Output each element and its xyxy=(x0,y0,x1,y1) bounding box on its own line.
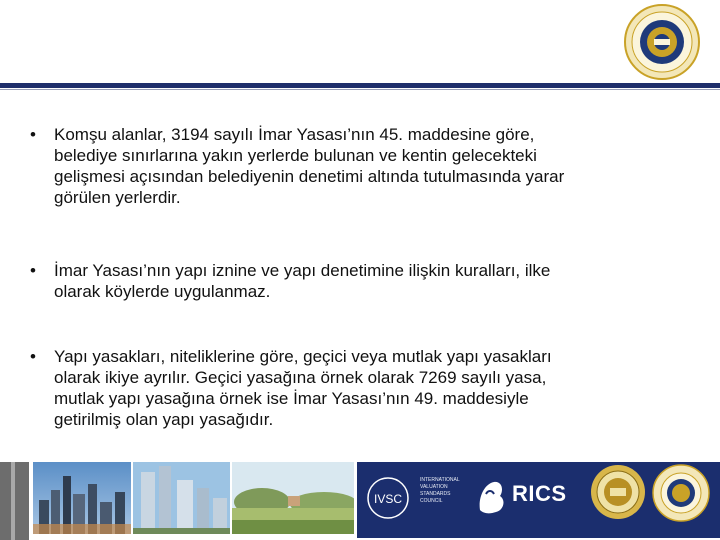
bullet-line: görülen yerlerdir. xyxy=(54,188,181,207)
header-rule-thin xyxy=(0,89,720,90)
bullet-line: İmar Yasası’nın yapı iznine ve yapı denetimine ilişkin kuralları, ilke xyxy=(54,261,551,280)
ivsc-line: STANDARDS xyxy=(420,491,451,497)
bullet-line: mutlak yapı yasağına örnek ise İmar Yasası’nın 49. maddesiyle xyxy=(54,389,529,408)
ivsc-line: INTERNATIONAL xyxy=(420,477,460,483)
bullet-line: Yapı yasakları, niteliklerine göre, geçici veya mutlak yapı yasakları xyxy=(54,347,552,366)
ivsc-line: VALUATION xyxy=(420,484,448,490)
svg-text:IVSC: IVSC xyxy=(373,492,403,506)
ankara-universitesi-seal-icon xyxy=(624,4,700,80)
bullet-line: olarak köylerde uygulanmaz. xyxy=(54,282,271,301)
bullet-item xyxy=(30,260,694,302)
rics-wordmark: RICS xyxy=(512,481,567,506)
bullet-line: gelişmesi açısından belediyenin denetimi altında tutulmasında yarar xyxy=(54,167,565,186)
bullet-symbol: • xyxy=(30,347,36,366)
rics-lion-icon xyxy=(474,476,508,516)
bullet-line: Komşu alanlar, 3194 sayılı İmar Yasası’nın 45. maddesine göre, xyxy=(54,125,535,144)
tower-buildings-photo xyxy=(133,462,230,534)
university-seal-gold-icon xyxy=(590,464,646,520)
ivsc-line: COUNCIL xyxy=(420,498,443,504)
header-rule xyxy=(0,83,720,88)
city-skyline-photo xyxy=(33,462,131,534)
ivsc-wordmark xyxy=(420,477,462,505)
ivsc-logo-icon xyxy=(366,476,410,520)
bullet-line: olarak ikiye ayrılır. Geçici yasağına örnek olarak 7269 sayılı yasa, xyxy=(54,368,547,387)
bullet-symbol: • xyxy=(30,261,36,280)
countryside-photo xyxy=(232,462,354,534)
bullet-item xyxy=(30,346,694,430)
bullet-item xyxy=(30,124,694,208)
footer-sidebar xyxy=(0,462,29,540)
ankara-universitesi-seal-small-icon xyxy=(652,464,710,522)
bullet-line: getirilmiş olan yapı yasağıdır. xyxy=(54,410,274,429)
bullet-line: belediye sınırlarına yakın yerlerde bulunan ve kentin gelecekteki xyxy=(54,146,537,165)
bullet-symbol: • xyxy=(30,125,36,144)
